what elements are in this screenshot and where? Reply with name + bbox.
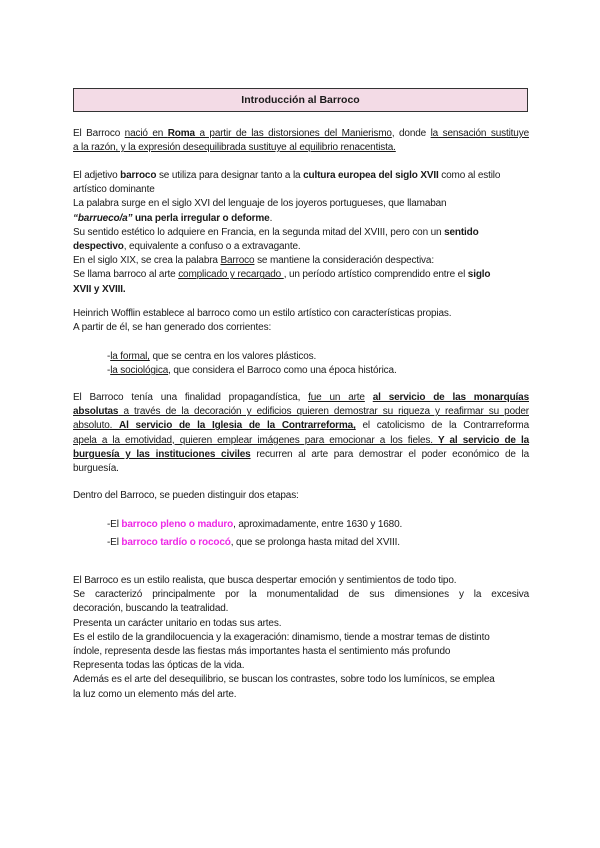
list-item: [107, 350, 527, 364]
text: se utiliza para designar tanto a la: [156, 170, 304, 181]
intro-rome: Roma: [167, 128, 195, 139]
wofflin-line-2: A partir de él, se han generado dos corrientes:: [73, 322, 272, 334]
text-bold-underlined: al servicio de las monarquías: [372, 392, 529, 403]
text-bold: una perla irregular o deforme: [132, 212, 270, 224]
list-dash: -El: [107, 519, 122, 530]
text-bold-underlined: absolutas: [73, 406, 119, 418]
text-bold: despectivo: [73, 241, 124, 253]
stage-description: , aproximadamente, entre 1630 y 1680.: [233, 519, 403, 530]
intro-text: a partir de las distorsiones del Manierismo: [194, 128, 392, 139]
purpose-paragraph: [73, 391, 529, 476]
text: En el siglo XIX, se crea la palabra: [73, 255, 221, 267]
purpose-line-2: [73, 405, 529, 419]
currents-list: [107, 350, 527, 378]
text-underlined: fue un arte: [308, 392, 365, 403]
purpose-line-6: burguesía.: [73, 463, 119, 475]
purpose-line-4: [73, 434, 529, 448]
text-underlined: apela a la emotividad, quieren emplear imágenes para emocionar a los fieles.: [73, 434, 439, 446]
adjective-line-2: artístico dominante: [73, 184, 155, 196]
text: , un período artístico comprendido entre el: [283, 269, 468, 281]
text-bold: cultura europea del siglo XVII: [303, 170, 439, 181]
adjective-line-3: La palabra surge en el siglo XVI del lenguaje de los joyeros portugueses, que llamaban: [73, 198, 447, 210]
adjective-line-5: [73, 226, 529, 240]
intro-text: nació en: [124, 128, 168, 139]
current-name: la formal,: [110, 351, 150, 362]
adjective-line-6: [73, 240, 529, 254]
text: Se llama barroco al arte: [73, 269, 179, 281]
list-dash: -El: [107, 537, 122, 549]
text-underlined: absoluto.: [73, 420, 120, 432]
text: Su sentido estético lo adquiere en Francia, en la segunda mitad del XVIII, pero con un: [73, 226, 445, 238]
text: , equivalente a confuso o a extravagante.: [123, 241, 301, 253]
stage-description: , que se prolonga hasta mitad del XVIII.: [230, 537, 400, 549]
adjective-line-9: XVII y XVIII.: [73, 283, 126, 295]
text: El adjetivo: [73, 170, 121, 181]
current-description: , que considera el Barroco como una época histórica.: [168, 365, 397, 377]
features-line-6: índole, representa desde las fiestas más importantes hasta el sentimiento más profundo: [73, 646, 451, 658]
stages-list: [107, 518, 527, 550]
text: El Barroco tenía una finalidad propagandística,: [73, 392, 309, 403]
purpose-line-5: [73, 448, 529, 462]
intro-text: El Barroco: [73, 128, 125, 139]
text-bold-italic: “barrueco/a”: [73, 212, 133, 224]
intro-line-1: [73, 127, 529, 141]
text-bold: barroco: [120, 170, 157, 181]
features-line-8: Además es el arte del desequilibrio, se buscan los contrastes, sobre todo los lumínicos, se emplea: [73, 674, 495, 686]
list-item: [107, 536, 527, 550]
features-line-2: Se caracterizó principalmente por la monumentalidad de sus dimensiones y la excesiva: [73, 589, 529, 601]
text-bold: sentido: [444, 226, 479, 238]
stages-intro: Dentro del Barroco, se pueden distinguir dos etapas:: [73, 490, 299, 501]
text-underlined: Barroco: [220, 255, 255, 267]
text-bold-underlined: Al servicio de la Iglesia de la Contrarreforma,: [119, 420, 356, 432]
intro-text: , donde: [391, 128, 431, 139]
text-bold: siglo: [467, 269, 491, 281]
text: como al estilo: [438, 170, 501, 181]
adjective-line-1: [73, 169, 529, 183]
text-underlined: a través de la decoración y edificios quieren demostrar su riqueza y reafirmar su poder: [118, 406, 529, 418]
stage-name: barroco tardío o rococó: [121, 537, 231, 549]
features-line-7: Representa todas las ópticas de la vida.: [73, 660, 245, 672]
features-line-1: El Barroco es un estilo realista, que busca despertar emoción y sentimientos de todo tipo.: [73, 575, 457, 586]
features-line-4: Presenta un carácter unitario en todas sus artes.: [73, 617, 282, 629]
text: [365, 392, 373, 403]
list-dash: -: [107, 351, 111, 362]
text-bold-underlined: burguesía y las instituciones civiles: [73, 448, 251, 460]
intro-paragraph: [73, 127, 529, 155]
text-bold-underlined: Y al servicio de la: [438, 434, 530, 446]
page-title: Introducción al Barroco: [73, 88, 528, 112]
features-paragraph: [73, 574, 529, 702]
intro-line-2: a la razón, y la expresión desequilibrada sustituye al equilibrio renacentista.: [73, 142, 396, 154]
features-line-3: decoración, buscando la teatralidad.: [73, 603, 229, 615]
purpose-line-3: [73, 419, 529, 433]
current-name: la sociológica: [110, 365, 169, 377]
list-dash: -: [107, 365, 111, 377]
list-item: [107, 364, 527, 378]
adjective-line-4: [73, 212, 529, 226]
wofflin-paragraph: [73, 307, 529, 335]
purpose-line-1: [73, 391, 529, 405]
stage-name: barroco pleno o maduro: [121, 519, 234, 530]
current-description: que se centra en los valores plásticos.: [149, 351, 317, 362]
text-underlined: complicado y recargado: [178, 269, 284, 281]
text: el catolicismo de la Contrarreforma: [355, 420, 530, 432]
features-line-9: la luz como un elemento más del arte.: [73, 688, 237, 700]
wofflin-line-1: Heinrich Wofflin establece al barroco como un estilo artístico con características propias.: [73, 308, 452, 319]
text: se mantiene la consideración despectiva:: [254, 255, 434, 267]
text: recurren al arte para demostrar el poder económico de la: [250, 448, 530, 460]
adjective-line-7: [73, 254, 529, 268]
adjective-paragraph: [73, 169, 529, 297]
adjective-line-8: [73, 268, 529, 282]
text: .: [269, 212, 273, 224]
intro-text: la sensación sustituye: [430, 128, 529, 139]
list-item: [107, 518, 527, 532]
features-line-5: Es el estilo de la grandilocuencia y la exageración: dinamismo, tiende a mostrar temas de distinto: [73, 631, 490, 643]
